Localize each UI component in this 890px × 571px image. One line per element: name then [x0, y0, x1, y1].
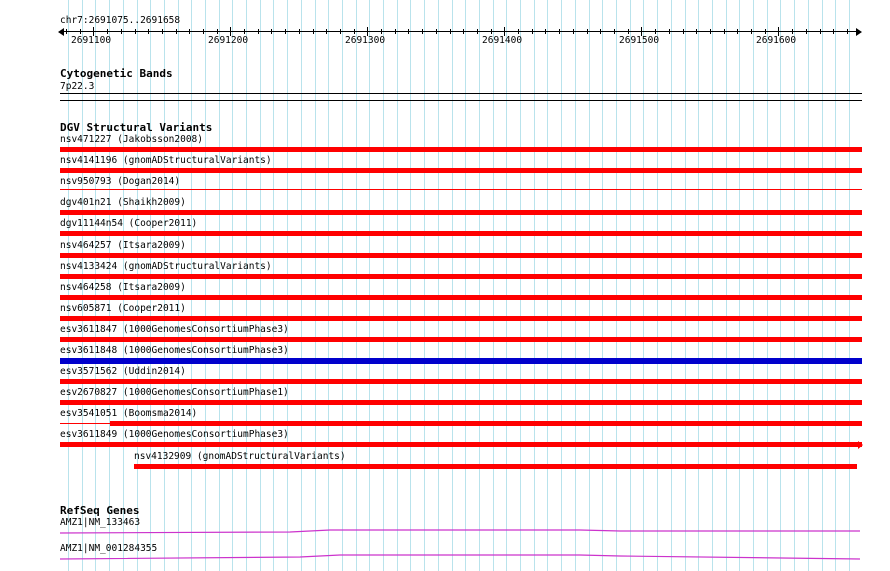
variant-label[interactable]: esv3571562 (Uddin2014) — [60, 366, 186, 377]
variant-label[interactable]: esv3541051 (Boomsma2014) — [60, 408, 198, 419]
variant-label[interactable]: esv2670827 (1000GenomesConsortiumPhase1) — [60, 387, 289, 398]
variant-label[interactable]: nsv4132909 (gnomADStructuralVariants) — [134, 451, 346, 462]
cytoband-track-title[interactable]: Cytogenetic Bands — [60, 67, 173, 80]
variant-label[interactable]: nsv464258 (Itsara2009) — [60, 282, 186, 293]
gene-label[interactable]: AMZ1|NM_001284355 — [60, 543, 158, 554]
ruler-tick-label: 2691600 — [756, 35, 797, 46]
ruler-tick-label: 2691500 — [619, 35, 660, 46]
ruler-tick-label: 2691200 — [208, 35, 249, 46]
region-label: chr7:2691075..2691658 — [60, 15, 181, 26]
variant-label[interactable]: nsv950793 (Dogan2014) — [60, 176, 181, 187]
cytoband-label: 7p22.3 — [60, 81, 95, 92]
ruler-tick-label: 2691300 — [345, 35, 386, 46]
refseq-track-title[interactable]: RefSeq Genes — [60, 504, 140, 517]
ruler-tick-label: 2691400 — [482, 35, 523, 46]
dgv-track-title[interactable]: DGV Structural Variants — [60, 121, 213, 134]
variant-label[interactable]: esv3611848 (1000GenomesConsortiumPhase3) — [60, 345, 289, 356]
variant-label[interactable]: nsv464257 (Itsara2009) — [60, 240, 186, 251]
gene-label[interactable]: AMZ1|NM_133463 — [60, 517, 141, 528]
variant-label[interactable]: nsv471227 (Jakobsson2008) — [60, 134, 203, 145]
variant-label[interactable]: esv3611849 (1000GenomesConsortiumPhase3) — [60, 429, 289, 440]
variant-label[interactable]: nsv605871 (Cooper2011) — [60, 303, 186, 314]
variant-label[interactable]: dgv401n21 (Shaikh2009) — [60, 197, 186, 208]
gene-model-line[interactable] — [60, 555, 860, 559]
variant-label[interactable]: dgv11144n54 (Cooper2011) — [60, 218, 198, 229]
variant-label[interactable]: esv3611847 (1000GenomesConsortiumPhase3) — [60, 324, 289, 335]
variant-label[interactable]: nsv4133424 (gnomADStructuralVariants) — [60, 261, 272, 272]
variant-label[interactable]: nsv4141196 (gnomADStructuralVariants) — [60, 155, 272, 166]
ruler-tick-label: 2691100 — [71, 35, 112, 46]
gene-model-line[interactable] — [60, 530, 860, 533]
